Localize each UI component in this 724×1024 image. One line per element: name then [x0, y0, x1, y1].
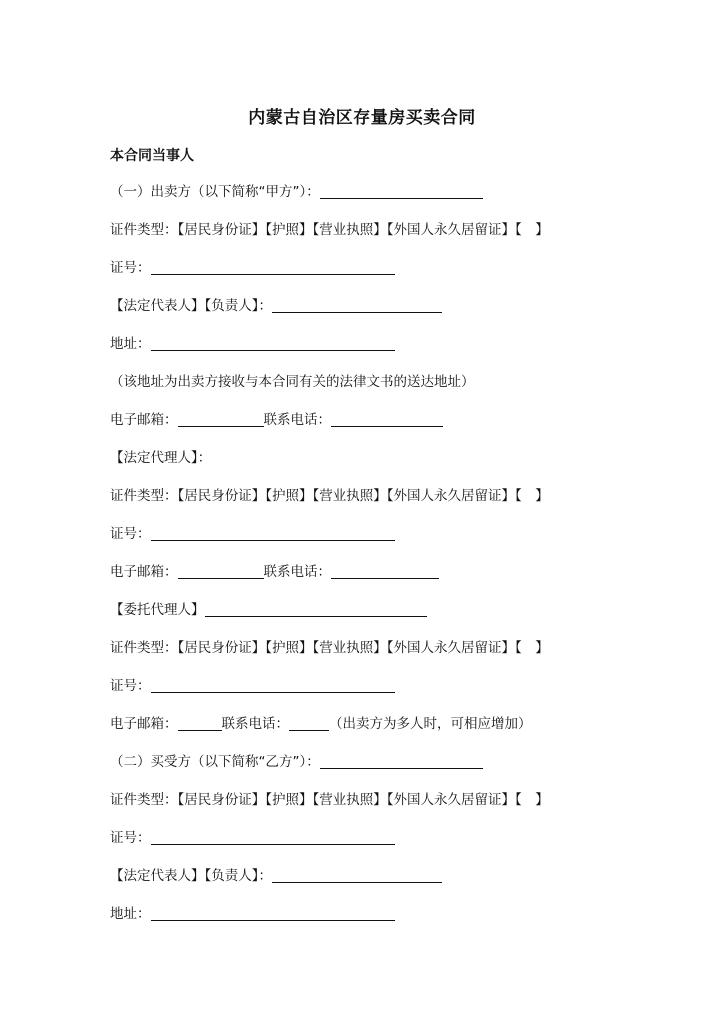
entrusted-agent-contact-line — [110, 714, 532, 734]
legal-agent-id-number-label: 证号： — [110, 526, 151, 542]
seller-label: （一）出卖方（以下简称“甲方”）： — [110, 184, 320, 200]
seller-phone-blank[interactable] — [331, 412, 443, 427]
multiple-sellers-note: （出卖方为多人时，可相应增加） — [329, 716, 532, 732]
entrusted-agent-phone-blank[interactable] — [289, 716, 329, 731]
buyer-legal-rep-line — [110, 866, 442, 886]
seller-legal-rep-line — [110, 296, 442, 316]
entrusted-agent-line — [110, 600, 427, 620]
seller-legal-rep-label: 【法定代表人】【负责人】： — [110, 298, 272, 314]
seller-id-type-line — [110, 220, 549, 240]
entrusted-agent-id-number-line — [110, 676, 395, 696]
buyer-id-type-line — [110, 790, 549, 810]
seller-id-number-line — [110, 258, 395, 278]
entrusted-agent-id-number-label: 证号： — [110, 678, 151, 694]
buyer-legal-rep-label: 【法定代表人】【负责人】： — [110, 868, 272, 884]
seller-blank[interactable] — [320, 184, 483, 199]
seller-address-note-text: （该地址为出卖方接收与本合同有关的法律文书的送达地址） — [110, 374, 475, 390]
seller-id-type-label: 证件类型：【居民身份证】【护照】【营业执照】【外国人永久居留证】【 】 — [110, 222, 549, 238]
entrusted-agent-label: 【委托代理人】 — [110, 602, 205, 618]
legal-agent-phone-blank[interactable] — [331, 564, 439, 579]
legal-agent-email-label: 电子邮箱： — [110, 564, 178, 580]
buyer-id-type-label: 证件类型：【居民身份证】【护照】【营业执照】【外国人永久居留证】【 】 — [110, 792, 549, 808]
seller-legal-rep-blank[interactable] — [272, 298, 442, 313]
legal-agent-id-type-label: 证件类型：【居民身份证】【护照】【营业执照】【外国人永久居留证】【 】 — [110, 488, 549, 504]
seller-address-note — [110, 372, 475, 392]
seller-email-blank[interactable] — [178, 412, 264, 427]
legal-agent-id-number-line — [110, 524, 395, 544]
seller-line — [110, 182, 483, 202]
buyer-address-label: 地址： — [110, 906, 151, 922]
seller-address-label: 地址： — [110, 336, 151, 352]
seller-address-blank[interactable] — [151, 336, 395, 351]
legal-agent-email-blank[interactable] — [178, 564, 264, 579]
seller-email-label: 电子邮箱： — [110, 412, 178, 428]
entrusted-agent-blank[interactable] — [205, 602, 427, 617]
legal-agent-contact-line — [110, 562, 439, 582]
entrusted-agent-id-type-line — [110, 638, 549, 658]
document-title: 内蒙古自治区存量房买卖合同 — [248, 108, 476, 128]
buyer-address-blank[interactable] — [151, 906, 395, 921]
legal-agent-phone-label: 联系电话： — [263, 564, 331, 580]
buyer-legal-rep-blank[interactable] — [272, 868, 442, 883]
entrusted-agent-phone-label: 联系电话： — [221, 716, 289, 732]
entrusted-agent-id-number-blank[interactable] — [151, 678, 395, 693]
legal-agent-label: 【法定代理人】： — [110, 450, 212, 466]
buyer-id-number-blank[interactable] — [151, 830, 395, 845]
seller-contact-line — [110, 410, 443, 430]
buyer-line — [110, 752, 483, 772]
legal-agent-id-number-blank[interactable] — [151, 526, 395, 541]
section-heading: 本合同当事人 — [110, 148, 194, 164]
entrusted-agent-email-blank[interactable] — [178, 716, 222, 731]
buyer-label: （二）买受方（以下简称“乙方”）： — [110, 754, 320, 770]
buyer-id-number-line — [110, 828, 395, 848]
entrusted-agent-id-type-label: 证件类型：【居民身份证】【护照】【营业执照】【外国人永久居留证】【 】 — [110, 640, 549, 656]
seller-id-number-blank[interactable] — [151, 260, 395, 275]
seller-id-number-label: 证号： — [110, 260, 151, 276]
buyer-id-number-label: 证号： — [110, 830, 151, 846]
buyer-address-line — [110, 904, 395, 924]
entrusted-agent-email-label: 电子邮箱： — [110, 716, 178, 732]
legal-agent-line — [110, 448, 211, 468]
legal-agent-id-type-line — [110, 486, 549, 506]
buyer-blank[interactable] — [320, 754, 483, 769]
seller-address-line — [110, 334, 395, 354]
seller-phone-label: 联系电话： — [263, 412, 331, 428]
